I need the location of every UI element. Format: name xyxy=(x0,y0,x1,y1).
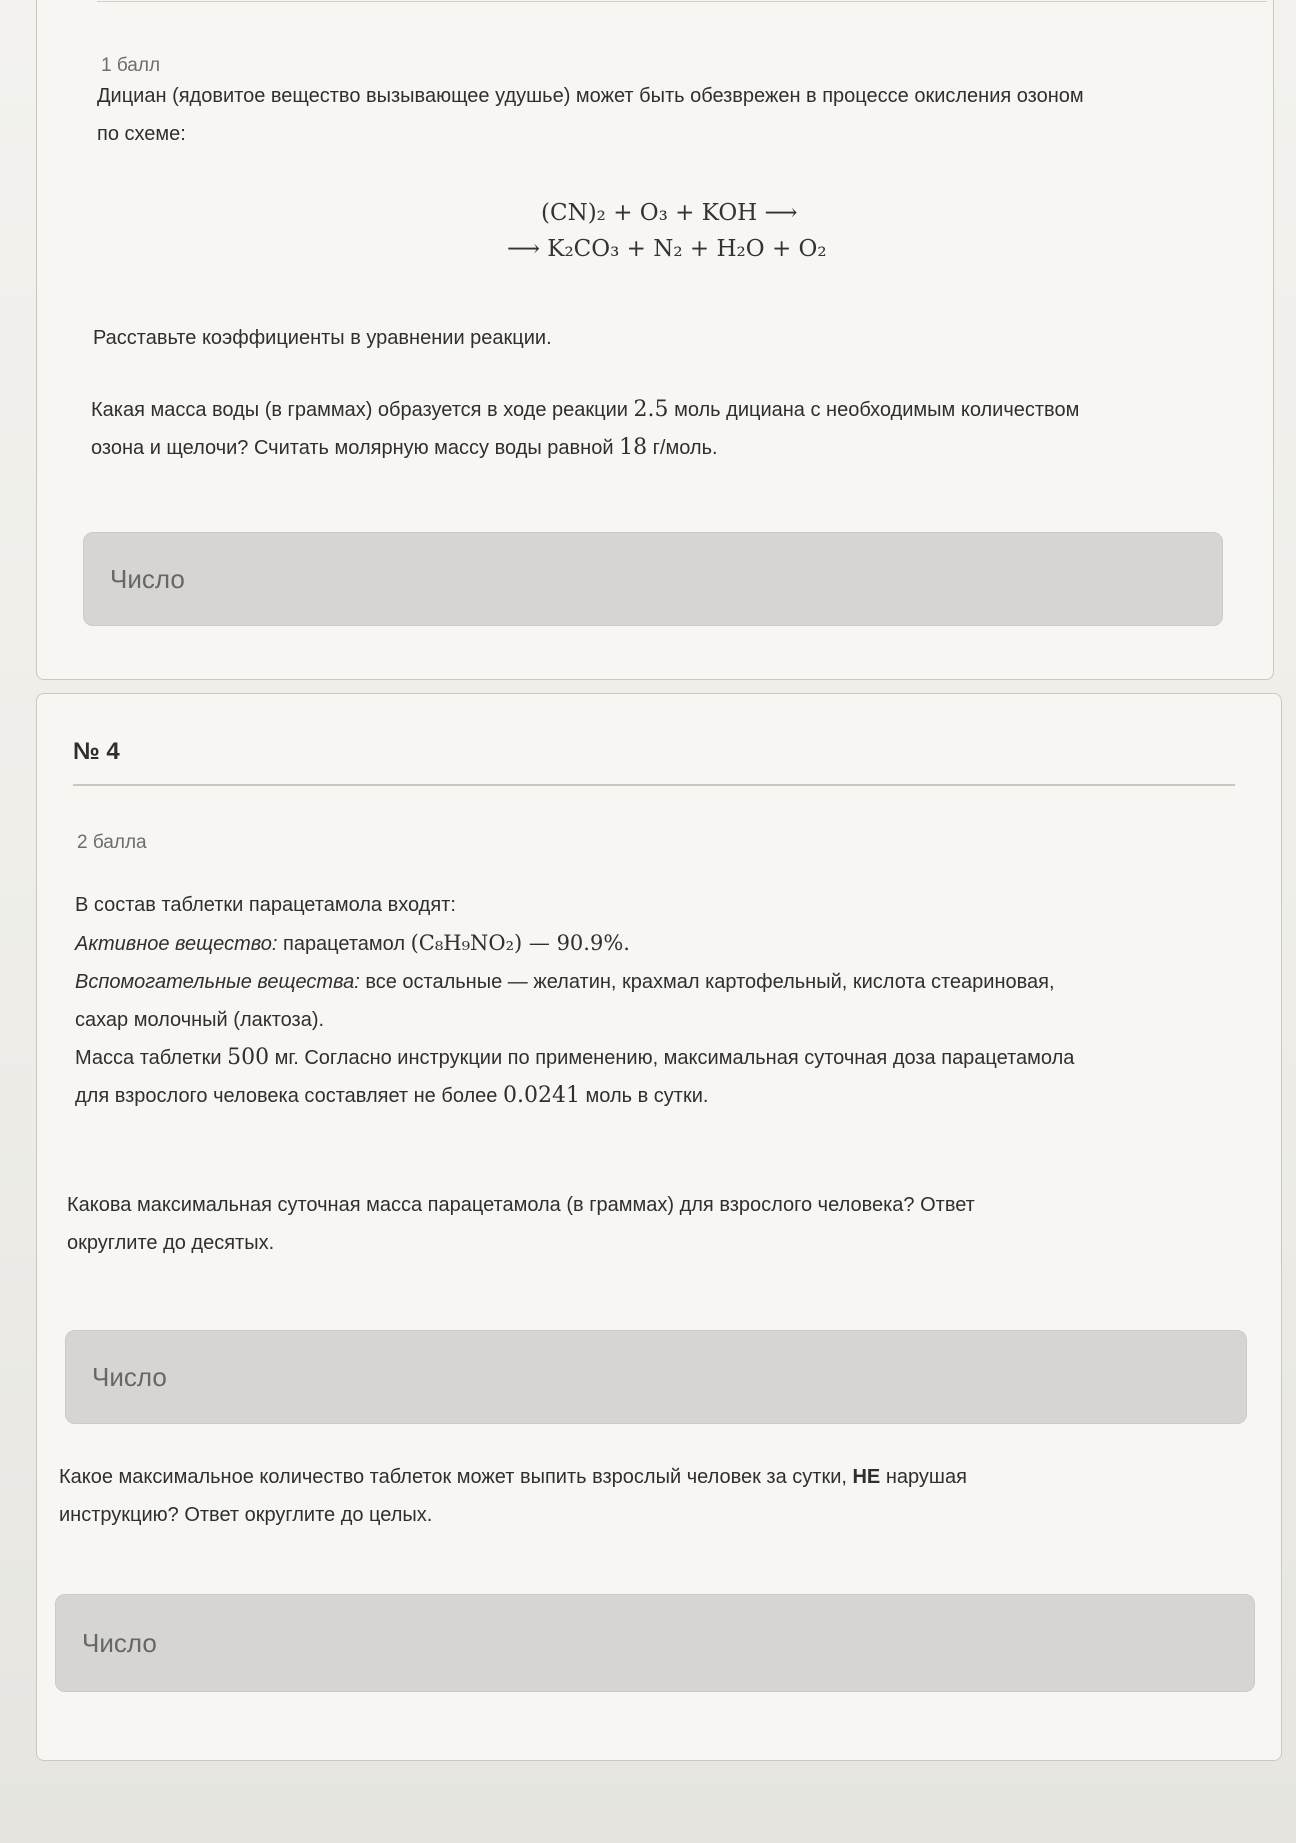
excipients-label: Вспомогательные вещества: xyxy=(75,971,360,993)
active-substance-line xyxy=(75,924,1265,963)
dose-number: 0.0241 xyxy=(502,1083,580,1108)
question-number-2: 18 xyxy=(619,435,648,460)
task-text: Расставьте коэффициенты в уравнении реакции. xyxy=(93,327,552,349)
question-2-part-1: Какое максимальное количество таблеток может выпить взрослый человек за сутки, xyxy=(59,1466,847,1488)
mass-part-2: мг. Согласно инструкции по применению, максимальная суточная доза парацетамола xyxy=(274,1047,1075,1069)
question-1-line-2: округлите до десятых. xyxy=(67,1232,275,1254)
answer-input-2[interactable] xyxy=(82,1595,1254,1691)
composition-intro: В состав таблетки парацетамола входят: xyxy=(75,894,456,916)
question-card-3 xyxy=(36,0,1274,680)
equation-line-1: (CN)₂ + O₃ + KOH ⟶ xyxy=(541,200,798,226)
question-2-part-2: нарушая xyxy=(885,1466,967,1488)
answer-input[interactable] xyxy=(110,533,1222,625)
mass-number: 500 xyxy=(227,1045,270,1070)
title-divider xyxy=(73,784,1235,786)
points-label: 1 балл xyxy=(101,55,161,76)
question-part-4: г/моль. xyxy=(652,437,718,459)
question-part-2: моль дициана с необходимым количеством xyxy=(674,399,1080,421)
dose-part-2: моль в сутки. xyxy=(585,1085,709,1107)
active-label: Активное вещество: xyxy=(75,933,278,955)
problem-text xyxy=(75,886,1265,1115)
dose-line xyxy=(75,1077,1265,1115)
excipients-line-2: сахар молочный (лактоза). xyxy=(75,1009,325,1031)
excipients-text: все остальные — желатин, крахмал картофельный, кислота стеариновая, xyxy=(365,971,1055,993)
answer-input-1[interactable] xyxy=(92,1331,1246,1423)
mass-line xyxy=(75,1039,1265,1077)
answer-input-1-container[interactable] xyxy=(65,1330,1247,1424)
equation-line-2: ⟶ K₂CO₃ + N₂ + H₂O + O₂ xyxy=(507,236,827,262)
question-2-bold: НЕ xyxy=(852,1466,881,1488)
question-2-text xyxy=(59,1458,1259,1534)
question-1-line-1: Какова максимальная суточная масса парацетамола (в граммах) для взрослого человека? Ответ xyxy=(67,1194,975,1216)
excipients-line xyxy=(75,963,1265,1001)
header-divider xyxy=(97,1,1267,2)
points-label: 2 балла xyxy=(77,832,147,853)
intro-line-1: Дициан (ядовитое вещество вызывающее удушье) может быть обезврежен в процессе окисления озоном xyxy=(97,85,1084,107)
reaction-equation xyxy=(507,195,867,267)
question-number-title: № 4 xyxy=(73,738,120,765)
question-intro xyxy=(97,71,1247,153)
answer-input-2-container[interactable] xyxy=(55,1594,1255,1692)
question-1-text xyxy=(67,1186,1257,1262)
question-number-1: 2.5 xyxy=(633,397,669,422)
question-part-1: Какая масса воды (в граммах) образуется в ходе реакции xyxy=(91,399,628,421)
question-text xyxy=(91,391,1251,467)
active-formula: (C₈H₉NO₂) — 90.9%. xyxy=(410,931,630,955)
mass-part-1: Масса таблетки xyxy=(75,1047,222,1069)
dose-part-1: для взрослого человека составляет не более xyxy=(75,1085,498,1107)
active-text: парацетамол xyxy=(282,933,406,955)
answer-input-container[interactable] xyxy=(83,532,1223,626)
question-card-4 xyxy=(36,693,1282,1761)
question-part-3: озона и щелочи? Считать молярную массу воды равной xyxy=(91,437,614,459)
intro-line-2: по схеме: xyxy=(97,123,186,145)
question-2-line-2: инструкцию? Ответ округлите до целых. xyxy=(59,1504,433,1526)
